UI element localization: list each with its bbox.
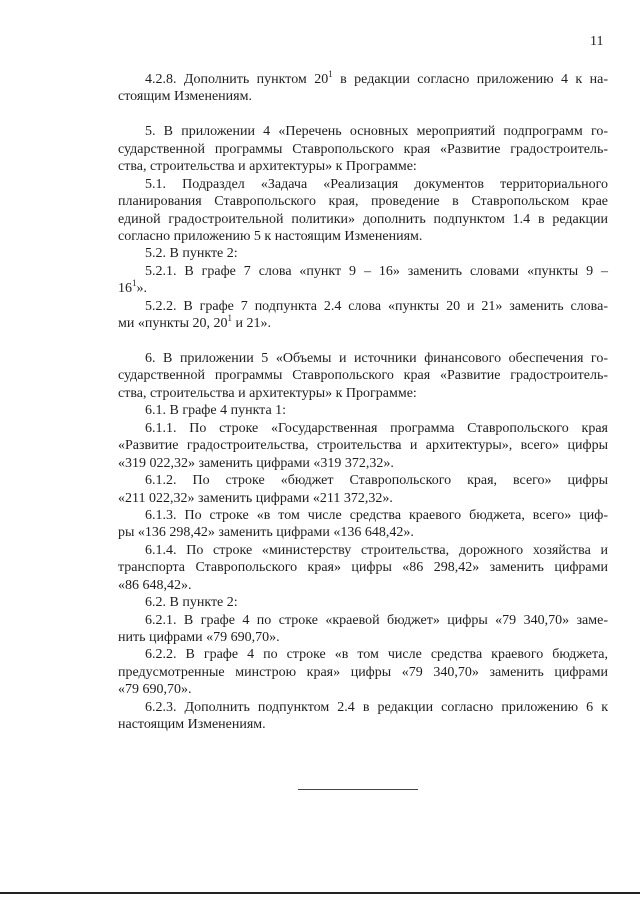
text-line: 5.2.1. В графе 7 слова «пункт 9 – 16» заменить словами «пункты 9 – — [145, 263, 608, 279]
text-line: «319 022,32» заменить цифрами «319 372,32». — [118, 455, 394, 471]
text-line: «Развитие градостроительства, строительства и архитектуры», всего» цифры — [118, 438, 608, 454]
text-line: 6.2. В пункте 2: — [145, 595, 238, 611]
paragraph-6-1-1 — [118, 420, 608, 472]
text-line: сударственной программы Ставропольского края «Развитие градостроитель- — [118, 368, 608, 384]
text-line: единой градостроительной политики» дополнить подпунктом 1.4 в редакции — [118, 211, 608, 227]
text-line — [118, 315, 608, 332]
text-segment: 4.2.8. Дополнить пунктом 20 — [145, 72, 329, 87]
text-segment: в редакции согласно приложению 4 к на- — [332, 72, 608, 87]
superscript-index: 1 — [328, 69, 333, 79]
paragraph-4-2-8 — [118, 71, 608, 106]
text-line: сударственной программы Ставропольского края «Развитие градостроитель- — [118, 141, 608, 157]
paragraph-6-1-2 — [118, 472, 608, 507]
text-line: 6.1.4. По строке «министерству строительства, дорожного хозяйства и — [145, 542, 608, 558]
text-line: 6.2.1. В графе 4 по строке «краевой бюджет» цифры «79 340,70» заме- — [145, 612, 608, 628]
paragraph-6-1 — [118, 402, 608, 419]
text-line: 6.2.3. Дополнить подпунктом 2.4 в редакции согласно приложению 6 к — [145, 699, 608, 715]
text-line: ства, строительства и архитектуры» к Программе: — [118, 385, 417, 401]
text-line: транспорта Ставропольского края» цифры «86 298,42» заменить цифрами — [118, 560, 608, 576]
paragraph-6-2 — [118, 594, 608, 611]
text-line: 6.1.2. По строке «бюджет Ставропольского края, всего» цифры — [145, 473, 608, 489]
paragraph-6 — [118, 350, 608, 402]
text-segment: ». — [136, 281, 147, 297]
text-line: стоящим Изменениям. — [118, 89, 252, 105]
paragraph-6-1-4 — [118, 542, 608, 594]
text-line: 6.1.3. По строке «в том числе средства краевого бюджета, всего» циф- — [145, 507, 608, 523]
text-line: 6.2.2. В графе 4 по строке «в том числе средства краевого бюджета, — [145, 647, 608, 663]
paragraph-6-1-3 — [118, 507, 608, 542]
text-line: планирования Ставропольского края, проведение в Ставропольском крае — [118, 194, 608, 210]
text-line: ры «136 298,42» заменить цифрами «136 648,42». — [118, 525, 414, 541]
text-line: 6. В приложении 5 «Объемы и источники финансового обеспечения го- — [145, 351, 608, 366]
text-line: предусмотренные минстрою края» цифры «79 340,70» заменить цифрами — [118, 664, 608, 680]
text-line: нить цифрами «79 690,70». — [118, 630, 280, 645]
text-line: 5. В приложении 4 «Перечень основных мероприятий подпрограмм го- — [145, 124, 608, 140]
text-line — [118, 71, 608, 88]
text-line — [118, 280, 608, 297]
text-line: 6.1. В графе 4 пункта 1: — [145, 403, 287, 419]
document-body — [118, 71, 608, 734]
paragraph-6-2-3 — [118, 699, 608, 734]
paragraph-5-2 — [118, 245, 608, 262]
paragraph-6-2-2 — [118, 646, 608, 698]
text-line: ства, строительства и архитектуры» к Программе: — [118, 159, 417, 175]
text-line: 5.2.2. В графе 7 подпункта 2.4 слова «пункты 20 и 21» заменить слова- — [145, 298, 608, 314]
superscript-index: 1 — [132, 278, 137, 289]
text-line: «86 648,42». — [118, 577, 192, 593]
paragraph-5-2-1 — [118, 263, 608, 298]
text-segment: 16 — [118, 281, 132, 297]
paragraph-5-1 — [118, 176, 608, 246]
page-number: 11 — [590, 34, 604, 49]
paragraph-5 — [118, 123, 608, 175]
text-line: 5.1. Подраздел «Задача «Реализация документов территориального — [145, 176, 608, 192]
end-separator-line — [298, 789, 418, 790]
paragraph-5-2-2 — [118, 298, 608, 333]
paragraph-6-2-1 — [118, 612, 608, 647]
text-line: 5.2. В пункте 2: — [145, 246, 238, 262]
text-line: «79 690,70». — [118, 682, 192, 698]
text-segment: ми «пункты 20, 20 — [118, 316, 228, 332]
superscript-index: 1 — [227, 313, 232, 324]
text-line: согласно приложению 5 к настоящим Изменениям. — [118, 228, 423, 244]
text-line: 6.1.1. По строке «Государственная программа Ставропольского края — [145, 420, 608, 436]
text-line: настоящим Изменениям. — [118, 717, 266, 733]
scan-edge-line — [0, 892, 640, 894]
text-segment: и 21». — [231, 316, 271, 332]
text-line: «211 022,32» заменить цифрами «211 372,32». — [118, 490, 393, 506]
